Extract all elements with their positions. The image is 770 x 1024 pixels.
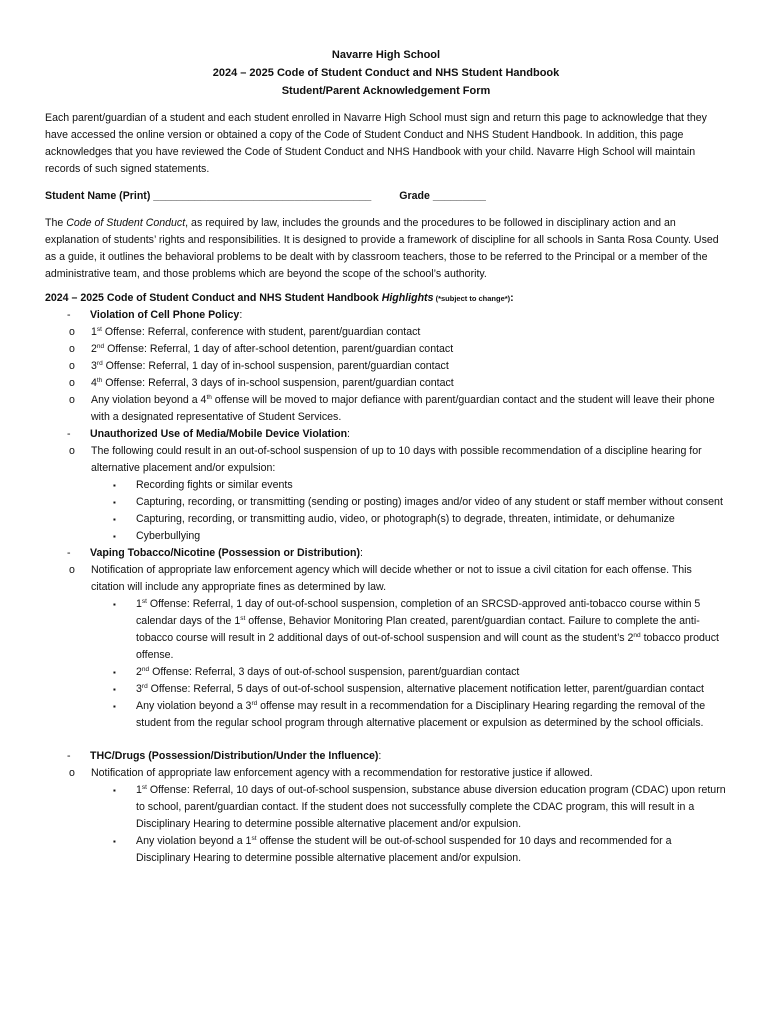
list-item: ▪ 1st Offense: Referral, 1 day of out-of-school suspension, completion of an SRCSD-approved anti-tobacco course within 5 calendar days of the 1st offense, Behavior Monitoring Plan created, parent/guardian contact. Failure to complete the anti-tobacco course will result in 2 additional days of out-of-school suspension and will count as the student’s 2nd tobacco product offense.: [113, 598, 719, 661]
code-description-paragraph: The Code of Student Conduct, as required by law, includes the grounds and the procedures to be followed in disciplinary action and an explanation of students’ rights and responsibilities. It is designed to provide a framework of discipline for all schools in Santa Rosa County. Used as a guide, it outlines the behavioral problems to be dealt with by classroom teachers, those to be referred to the Principal or a member of the administrative team, and those problems which are beyond the scope of the school’s authority.: [45, 217, 719, 280]
square-bullet-icon: ▪: [113, 515, 116, 524]
list-item: o Any violation beyond a 4th offense will be moved to major defiance with parent/guardian contact and the student will leave their phone with a designated representative of Student Services.: [69, 394, 715, 423]
square-bullet-icon: ▪: [113, 498, 116, 507]
circle-bullet-icon: o: [69, 394, 75, 406]
square-bullet-icon: ▪: [113, 668, 116, 677]
square-bullet-icon: ▪: [113, 481, 116, 490]
section-title: THC/Drugs (Possession/Distribution/Under the Influence): [90, 750, 379, 762]
square-bullet-icon: ▪: [113, 600, 116, 609]
circle-bullet-icon: o: [69, 377, 75, 389]
section-title: Unauthorized Use of Media/Mobile Device Violation: [90, 428, 348, 440]
school-name: Navarre High School: [331, 49, 441, 61]
section-title: Vaping Tobacco/Nicotine (Possession or Distribution): [90, 547, 360, 559]
dash-marker: -: [67, 428, 71, 440]
dash-marker: -: [67, 750, 71, 762]
circle-bullet-icon: o: [69, 360, 75, 372]
section-vaping: - Vaping Tobacco/Nicotine (Possession or Distribution):: [45, 545, 727, 562]
intro-paragraph: Each parent/guardian of a student and each student enrolled in Navarre High School must sign and return this page to acknowledge that they have accessed the online version or obtained a copy of the Code of Student Conduct and NHS Student Handbook. In addition, this page acknowledges that you have reviewed the Code of Student Conduct and NHS Handbook with your child. Navarre High School will maintain records of such signed statements.: [45, 112, 707, 175]
list-item: ▪ Any violation beyond a 1st offense the student will be out-of-school suspended for 10 days and recommended for a Disciplinary Hearing to determine possible alternative placement and/or expulsion.: [113, 835, 672, 864]
circle-bullet-icon: o: [69, 445, 75, 457]
signature-fields: [45, 188, 727, 205]
section-cell-phone: - Violation of Cell Phone Policy:: [45, 307, 727, 324]
list-item: o The following could result in an out-of-school suspension of up to 10 days with possible recommendation of a discipline hearing for alternative placement and/or expulsion:: [69, 445, 702, 474]
list-item: ▪ Recording fights or similar events: [45, 477, 727, 494]
square-bullet-icon: ▪: [113, 837, 116, 846]
list-item: ▪ Cyberbullying: [45, 528, 727, 545]
list-item: o 3rd Offense: Referral, 1 day of in-school suspension, parent/guardian contact: [45, 358, 727, 375]
list-item: o Notification of appropriate law enforcement agency with a recommendation for restorative justice if allowed.: [45, 765, 727, 782]
handbook-title: 2024 – 2025 Code of Student Conduct and NHS Student Handbook: [212, 67, 560, 79]
dash-marker: -: [67, 547, 71, 559]
section-title: Violation of Cell Phone Policy: [90, 309, 240, 321]
list-item: o Notification of appropriate law enforcement agency which will decide whether or not to issue a civil citation for each offense. This citation will include any appropriate fines as determined by law.: [69, 564, 692, 593]
list-item: o 4th Offense: Referral, 3 days of in-school suspension, parent/guardian contact: [45, 375, 727, 392]
highlights-heading: 2024 – 2025 Code of Student Conduct and NHS Student Handbook Highlights (*subject to change*):: [45, 292, 514, 304]
section-media-violation: - Unauthorized Use of Media/Mobile Device Violation:: [45, 426, 727, 443]
student-name-field[interactable]: Student Name (Print) _____________________________________: [45, 190, 372, 202]
list-item: ▪ 3rd Offense: Referral, 5 days of out-of-school suspension, alternative placement notification letter, parent/guardian contact: [45, 681, 727, 698]
section-spacer: [45, 732, 727, 748]
list-item: o 2nd Offense: Referral, 1 day of after-school detention, parent/guardian contact: [45, 341, 727, 358]
acknowledgement-form: [45, 46, 727, 867]
list-item: ▪ 2nd Offense: Referral, 3 days of out-of-school suspension, parent/guardian contact: [45, 664, 727, 681]
list-item: ▪ 1st Offense: Referral, 10 days of out-of-school suspension, substance abuse diversion education program (CDAC) upon return to school, parent/guardian contact. If the student does not successfully complete the CDAC program, this will result in a Disciplinary Hearing to determine possible alternative placement and/or expulsion.: [113, 784, 726, 830]
circle-bullet-icon: o: [69, 343, 75, 355]
square-bullet-icon: ▪: [113, 532, 116, 541]
circle-bullet-icon: o: [69, 326, 75, 338]
list-item: o 1st Offense: Referral, conference with student, parent/guardian contact: [45, 324, 727, 341]
square-bullet-icon: ▪: [113, 702, 116, 711]
circle-bullet-icon: o: [69, 767, 75, 779]
section-thc-drugs: - THC/Drugs (Possession/Distribution/Under the Influence):: [45, 748, 727, 765]
subject-to-change-note: (*subject to change*): [433, 294, 511, 303]
square-bullet-icon: ▪: [113, 786, 116, 795]
code-title-italic: Code of Student Conduct: [66, 217, 186, 229]
square-bullet-icon: ▪: [113, 685, 116, 694]
circle-bullet-icon: o: [69, 564, 75, 576]
form-title: Student/Parent Acknowledgement Form: [281, 85, 491, 97]
dash-marker: -: [67, 309, 71, 321]
list-item: ▪ Capturing, recording, or transmitting (sending or posting) images and/or video of any student or staff member without consent: [45, 494, 727, 511]
grade-field[interactable]: Grade _________: [399, 190, 486, 202]
list-item: ▪ Capturing, recording, or transmitting audio, video, or photograph(s) to degrade, threaten, intimidate, or dehumanize: [45, 511, 727, 528]
list-item: ▪ Any violation beyond a 3rd offense may result in a recommendation for a Disciplinary Hearing regarding the removal of the student from the regular school program through alternative placement or expulsion as determined by the school officials.: [113, 700, 706, 729]
